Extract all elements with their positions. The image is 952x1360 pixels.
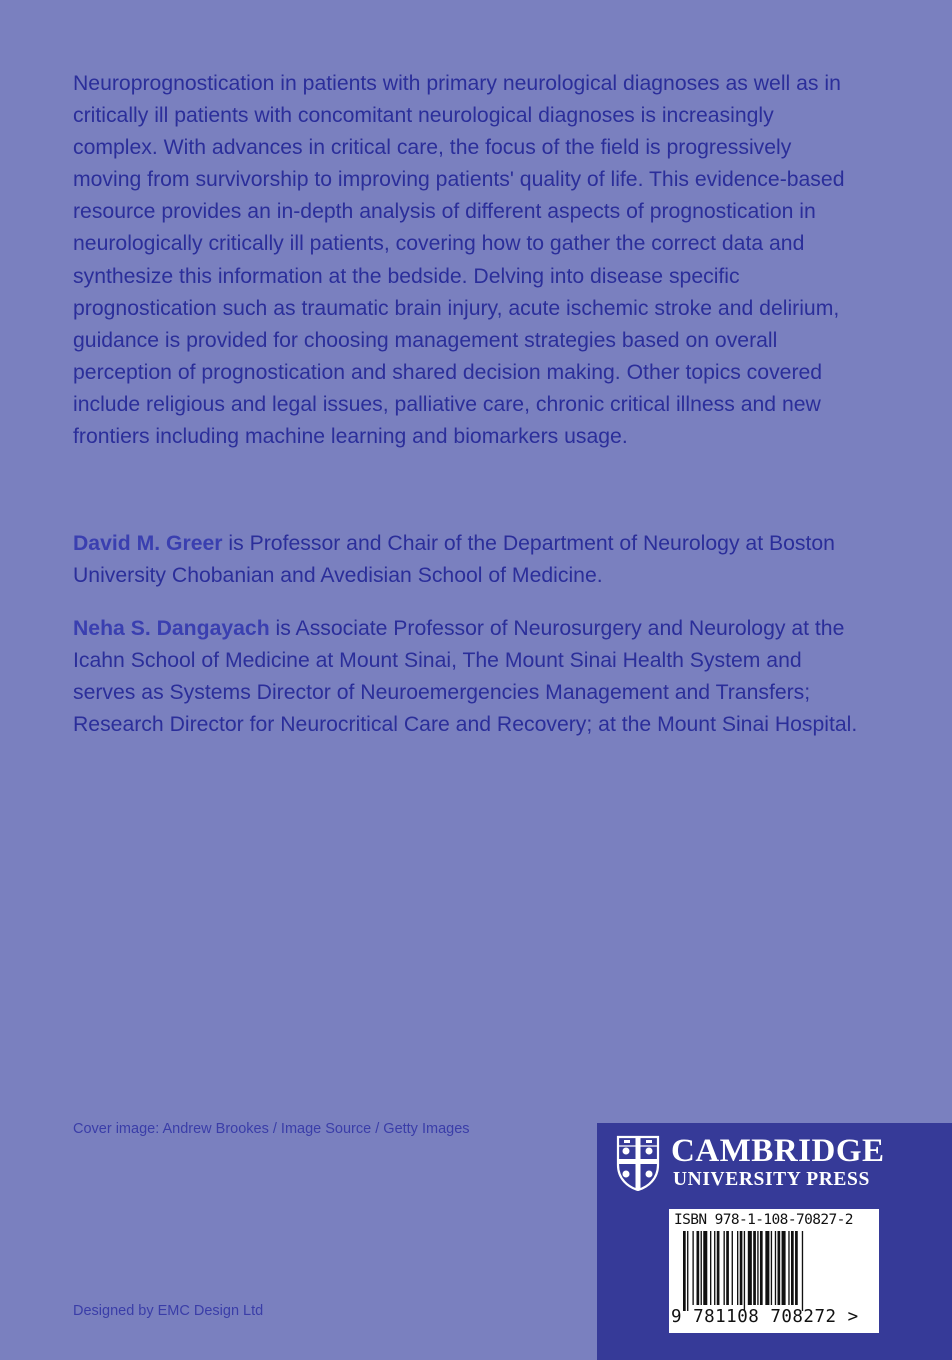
cover-image-credit: Cover image: Andrew Brookes / Image Source / Getty Images [73, 1121, 470, 1137]
design-credit: Designed by EMC Design Ltd [73, 1303, 264, 1319]
author-bio-dangayach [73, 613, 863, 741]
cambridge-crest-icon [616, 1135, 660, 1191]
barcode-bar [791, 1231, 794, 1305]
barcode-bar [802, 1231, 803, 1311]
barcode-bar [714, 1231, 715, 1305]
barcode-bar [788, 1231, 789, 1305]
author-bio-text: is Associate Professor of Neurosurgery and Neurology at the Icahn School of Medicine at Mount Sinai, The Mount Sinai Health System and serves as Systems Director of Neuroemergencies Management and Transfers; Research Director for Neurocritical Care and Recovery; at the Mount Sinai Hospital. [73, 617, 858, 737]
publisher-subtitle: UNIVERSITY PRESS [673, 1169, 870, 1190]
barcode-bar [687, 1231, 688, 1311]
barcode-bar [703, 1231, 707, 1305]
barcode-bar [726, 1231, 729, 1305]
barcode-bar [740, 1231, 743, 1305]
barcode-bar [757, 1231, 758, 1305]
ean-digits: 9 781108 708272 > [671, 1307, 859, 1327]
barcode-bar [737, 1231, 738, 1305]
barcode-bar [753, 1231, 756, 1305]
barcode-bar [744, 1231, 745, 1311]
author-name: Neha S. Dangayach [73, 617, 270, 640]
barcode-bar [710, 1231, 711, 1305]
barcode-bar [760, 1231, 763, 1305]
author-bio-text: is Professor and Chair of the Department of Neurology at Boston University Chobanian and Avedisian School of Medicine. [73, 532, 835, 588]
barcode-bar [771, 1231, 772, 1305]
barcode-bar [683, 1231, 686, 1311]
barcode-bar [782, 1231, 786, 1305]
barcode-bar [717, 1231, 720, 1305]
barcode-bar [697, 1231, 700, 1305]
barcode-bar [732, 1231, 733, 1305]
barcode-bar [701, 1231, 702, 1305]
barcode-bar [748, 1231, 752, 1305]
barcode-bar [765, 1231, 769, 1305]
isbn-barcode [669, 1209, 879, 1333]
barcode-bar [692, 1231, 693, 1305]
publisher-panel [597, 1123, 952, 1360]
barcode-bar [795, 1231, 798, 1305]
book-description: Neuroprognostication in patients with primary neurological diagnoses as well as in critically ill patients with concomitant neurological diagnoses is increasingly complex. With advances in critical care, the focus of the field is progressively moving from survivorship to improving patients' quality of life. This evidence-based resource provides an in-depth analysis of different aspects of prognostication in neurologically critically ill patients, covering how to gather the correct data and synthesize this information at the bedside. Delving into disease specific prognostication such as traumatic brain injury, acute ischemic stroke and delirium, guidance is provided for choosing management strategies based on overall perception of prognostication and shared decision making. Other topics covered include religious and legal issues, palliative care, chronic critical illness and new frontiers including machine learning and biomarkers usage. [73, 72, 845, 449]
barcode-bars [669, 1231, 879, 1311]
author-name: David M. Greer [73, 532, 223, 555]
publisher-name: CAMBRIDGE [671, 1133, 885, 1169]
barcode-bar [775, 1231, 776, 1305]
barcode-bar [724, 1231, 725, 1305]
author-bio-greer [73, 528, 863, 592]
barcode-bar [778, 1231, 781, 1305]
isbn-number: ISBN 978-1-108-70827-2 [674, 1212, 853, 1228]
